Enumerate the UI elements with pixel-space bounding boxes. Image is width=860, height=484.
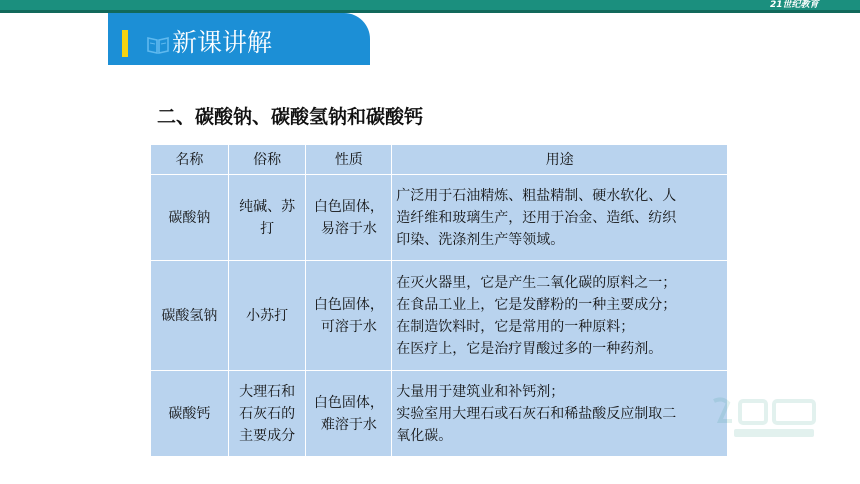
- text-line: 可溶于水: [320, 318, 377, 335]
- text-line: 印染、洗涤剂生产等领域。: [396, 231, 565, 248]
- text-line: 小苏打: [246, 307, 289, 324]
- title-accent-bar: [122, 30, 128, 57]
- table-row: [151, 261, 728, 371]
- text-line: 易溶于水: [320, 220, 377, 237]
- brand-logo: 21世纪教育: [770, 0, 819, 10]
- text-line: 石灰石的: [239, 405, 296, 422]
- table-row: [151, 371, 728, 457]
- top-header-band: [0, 0, 860, 10]
- cell-uses: [392, 371, 728, 457]
- cell-property: [306, 261, 392, 371]
- page-heading: 二、碳酸钠、碳酸氢钠和碳酸钙: [157, 106, 424, 128]
- section-title: 新课讲解: [172, 28, 273, 57]
- cell-property: [306, 175, 392, 261]
- cell-name: 碳酸氢钠: [151, 261, 229, 371]
- text-line: 在制造饮料时，它是常用的一种原料；: [396, 318, 635, 335]
- book-icon: [146, 35, 170, 55]
- cell-uses: [392, 175, 728, 261]
- cell-common-name: [228, 175, 306, 261]
- text-line: 主要成分: [239, 427, 296, 444]
- text-line: 实验室用大理石或石灰石和稀盐酸反应制取二: [396, 405, 677, 422]
- text-line: 在灭火器里，它是产生二氧化碳的原料之一；: [396, 274, 677, 291]
- text-line: 白色固体，: [313, 296, 384, 313]
- watermark-logo: [704, 393, 824, 443]
- text-line: 氧化碳。: [396, 427, 453, 444]
- cell-property: [306, 371, 392, 457]
- text-line: 在食品工业上，它是发酵粉的一种主要成分；: [396, 296, 677, 313]
- text-line: 广泛用于石油精炼、粗盐精制、硬水软化、人: [396, 187, 677, 204]
- text-line: 大量用于建筑业和补钙剂；: [396, 383, 565, 400]
- column-header-common-name: 俗称: [228, 145, 306, 175]
- cell-name: 碳酸钠: [151, 175, 229, 261]
- column-header-uses: 用途: [392, 145, 728, 175]
- cell-common-name: [228, 261, 306, 371]
- cell-name: 碳酸钙: [151, 371, 229, 457]
- table-header-row: [151, 145, 728, 175]
- text-line: 白色固体，: [313, 394, 384, 411]
- text-line: 在医疗上，它是治疗胃酸过多的一种药剂。: [396, 340, 663, 357]
- text-line: 造纤维和玻璃生产，还用于冶金、造纸、纺织: [396, 209, 677, 226]
- text-line: 大理石和: [239, 383, 296, 400]
- carbonates-table: [150, 144, 728, 457]
- text-line: 打: [260, 220, 275, 237]
- cell-uses: [392, 261, 728, 371]
- text-line: 纯碱、苏: [239, 198, 296, 215]
- table-row: [151, 175, 728, 261]
- text-line: 白色固体，: [313, 198, 384, 215]
- column-header-name: 名称: [151, 145, 229, 175]
- cell-common-name: [228, 371, 306, 457]
- column-header-property: 性质: [306, 145, 392, 175]
- text-line: 难溶于水: [320, 416, 377, 433]
